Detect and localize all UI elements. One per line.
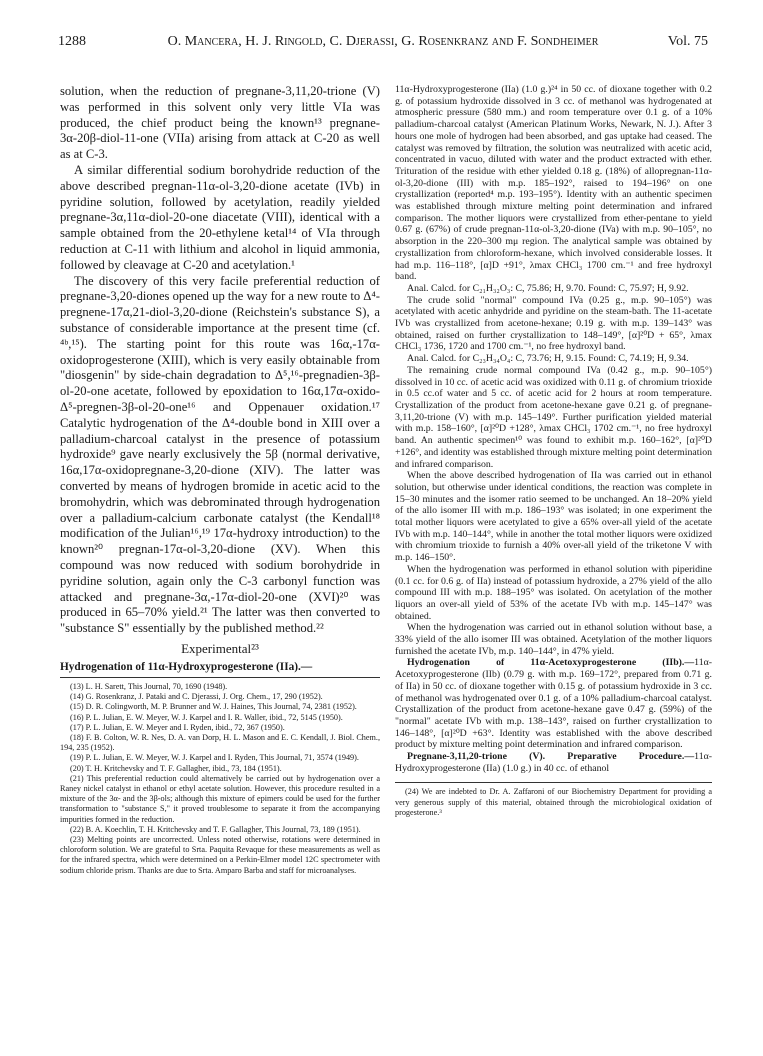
body-paragraph: solution, when the reduction of pregnane-3,11,20-trione (V) was performed in this solvent only very little VIa was produced, the chief product being the known¹³ pregnane-3α-20β-diol-11-one (VIIa) arising from attack at C-20 as well as at C-3. [60,84,380,162]
footnote: (15) D. R. Colingworth, M. P. Brunner and W. J. Haines, This Journal, 74, 2381 (1952). [70,702,357,712]
footnote-rule [395,782,712,783]
volume-label: Vol. 75 [667,34,708,49]
footnotes [60,682,380,876]
analysis-paragraph: Anal. Calcd. for C₂₃H₃₄O₄: C, 73.76; H, 9.15. Found: C, 74.19; H, 9.34. [407,353,689,365]
footnote: (22) B. A. Koechlin, T. H. Kritchevsky and T. F. Gallagher, This Journal, 73, 189 (1951). [70,824,361,834]
body-paragraph: When the hydrogenation was carried out in ethanol solution without base, a 33% yield of the allo isomer III was obtained. Acetylation of the mother liquors furnished the acetate IVb, m.p. 140–144°, in 47% yield. [395,622,712,657]
subsection-text: 11α-Hydroxyprogesterone (IIa) (1.0 g.) in 40 cc. of ethanol [395,751,712,774]
subsection-title: Hydrogenation of 11α-Acetoxyprogesterone (IIb).— [407,657,695,669]
body-paragraph: The discovery of this very facile preferential reduction of pregnane-3,20-diones opened up the way for a new route to Δ⁴-pregnene-17α,21-diol-3,20-dione (Reichstein's substance S), a substance of considerable importance at the present time (cf. ⁴ᵇ,¹⁵). The starting point for this route was 16α,-17α-oxidoprogesterone (XIII), which is very easily obtainable from "diosgenin" by side-chain degradation to Δ⁵,¹⁶-pregnadien-3β-ol-20-one acetate, followed by epoxidation to 16α,17α-oxido-Δ⁵-pregnen-3β-ol-20-one¹⁶ and Oppenauer oxidation.¹⁷ Catalytic hydrogenation of the Δ⁴-double bond in XIII over a palladium-charcoal catalyst in the presence of potassium hydroxide⁹ gave nearly exclusively the 5β (normal derivative, 16α,17α-oxidopregnane-3,20-dione (XIV). The latter was converted by means of hydrogen bromide in acetic acid to the bromohydrin, which was debrominated through hydrogenation over a palladium-calcium carbonate catalyst (the Kendall¹⁸ modification of the Julian¹⁶,¹⁹ 17α-hydroxy introduction) to the known²⁰ pregnan-17α-ol-3,20-dione (XV). When this compound was now reduced with sodium borohydride in pyridine solution, again only the C-3 carbonyl function was attacked and pregnane-3α,-17α-diol-20-one (XVI)²⁰ was produced in 65–70% yield.²¹ The latter was then converted to "substance S" essentially by the published method.²² [60,273,380,636]
body-paragraph: When the hydrogenation was performed in ethanol solution with piperidine (0.1 cc. for 0.6 g. of IIa) instead of potassium hydroxide, a 27% yield of the allo compound III with m.p. 188–195° was isolated. On acetylation of the mother liquors an over-all yield of 53% of the acetate IVb with m.p. 145–147° was obtained. [395,563,712,622]
page-number: 1288 [58,34,86,49]
body-paragraph: The remaining crude normal compound IVa (0.42 g., m.p. 90–105°) dissolved in 10 cc. of acetic acid was oxidized with 0.11 g. of chromium trioxide in 0.5 cc.of water and 5 cc. of acetic acid for 2 hours at room temperature. Crystallization of the product from acetone-hexane gave 0.21 g. of pregnane-3,11,20-trione (V) with m.p. 145–149°. Further purification yielded material with m.p. 158–160°, [α]²⁰D +128°, λmax CHCl₃ 1702 cm.⁻¹, no free hydroxyl band. An authentic specimen¹⁰ was found to exhibit m.p. 160–162°, [α]²⁰D +126°, and identity was established through mixture melting point determination and infrared comparison. [395,364,712,470]
body-paragraph: When the above described hydrogenation of IIa was carried out in ethanol solution, but otherwise under identical conditions, the reaction was complete in 15–30 minutes and the isomer ratio seemed to be unchanged. An 18–20% yield of the allo isomer III with m.p. 186–193° was isolated; in one experiment the total mother liquors were acetylated to give a 65% over-all yield of the acetate IVb with m.p. 140–144°, while in another the total mother liquors were oxidized with chromium trioxide to furnish a 40% over-all yield of the triketone V with m.p. 146–150°. [395,470,712,564]
right-body [395,84,712,774]
footnotes [395,787,712,818]
body-paragraph: 11α-Hydroxyprogesterone (IIa) (1.0 g.)²⁴ in 50 cc. of dioxane together with 0.2 g. of potassium hydroxide dissolved in 3 cc. of methanol was hydrogenated at atmospheric pressure (580 mm.) and room temperature over 0.1 g. of a 10% palladium-charcoal catalyst (American Platinum Works, Newark, N. J.). After 3 hours one mole of hydrogen had been absorbed, and gas uptake had ceased. The catalyst was removed by filtration, the solution was neutralized with acetic acid, concentrated in vacuo, diluted with water and the product extracted with ether. Trituration of the residue with ether yielded 0.18 g. (18%) of allopregnan-11α-ol-3,20-dione (III) with m.p. 185–192°, raised to 194–196° on one crystallization (reported⁴ m.p. 193–195°). Identity with an authentic specimen was established through mixture melting point determination and infrared comparison. The mother liquors were crystallized from ether-pentane to yield 0.67 g. (67%) of crude pregnan-11α-ol-3,20-dione (IVa) with m.p. 90–105°, no absorption in the 220–300 mμ region. The analytical sample was obtained by crystallization from chloroform-hexane, which involved considerable losses. It had m.p. 116–118°, [α]D +91°, λmax CHCl₃ 1700 cm.⁻¹ and free hydroxyl band. [395,84,712,283]
experimental-heading: Experimental²³ [181,640,259,656]
footnote: (16) P. L. Julian, E. W. Meyer, W. J. Karpel and I. R. Waller, ibid., 72, 5145 (1950). [70,712,343,722]
footnote-rule [60,677,380,678]
footnote: (18) F. B. Colton, W. R. Nes, D. A. van Dorp, H. L. Mason and E. C. Kendall, J. Biol. Chem., 194, 235 (1952). [60,732,380,753]
running-authors: O. Mancera, H. J. Ringold, C. Djerassi, G. Rosenkranz and F. Sondheimer [167,34,599,49]
subsection-paragraph [395,657,712,751]
analysis-paragraph: Anal. Calcd. for C₂₁H₃₂O₃: C, 75.86; H, 9.70. Found: C, 75.97; H, 9.92. [407,282,689,294]
subsection-text: 11α-Acetoxyprogesterone (IIb) (0.79 g. with m.p. 169–172°, prepared from 0.71 g. of IIa) in 50 cc. of dioxane together with 0.15 g. of potassium hydroxide in 3 cc. of methanol was hydrogenated over 0.1 g. of a 10% palladium-charcoal catalyst. Crystallization of the product from acetone-hexane gave 0.47 g. (59%) of the "normal" acetate IVb with m.p. 138–143°, raised on further crystallization to 146–148°, [α]²⁰D +63°. Identity was established with the above described product by mixture melting point determination and infrared comparison. [395,657,712,751]
left-column [60,84,380,876]
footnote: (13) L. H. Sarett, This Journal, 70, 1690 (1948). [70,681,228,691]
footnote: (21) This preferential reduction could alternatively be carried out by hydrogenation over a Raney nickel catalyst in ethanol or ethyl acetate solution. However, this procedure resulted in a mixture of the 3α- and the 3β-ols; although this mixture of epimers could be used for the further transformation to "substance S," it proved troublesome to separate it from the accompanying impurities formed in the reduction. [60,773,380,824]
page-header [58,34,708,54]
footnote: (24) We are indebted to Dr. A. Zaffaroni of our Biochemistry Department for providing a very generous supply of this material, obtained through the microbiological oxidation of progesterone.³ [395,787,712,817]
footnote: (20) T. H. Kritchevsky and T. F. Gallagher, ibid., 73, 184 (1951). [70,763,282,773]
subsection-title: Pregnane-3,11,20-trione (V). Preparative Procedure.— [407,751,695,763]
left-body [60,84,380,637]
body-paragraph: The crude solid "normal" compound IVa (0.25 g., m.p. 90–105°) was acetylated with acetic anhydride and pyridine on the steam-bath. The 11-acetate IVb was crystallized from acetone-hexane; 0.19 g. with m.p. 139–143° was obtained, raised on further crystallization to 148–149°, [α]²⁰D + 65°, λmax CHCl₃ 1736, 1720 and 1700 cm.⁻¹, no free hydroxyl band. [395,294,712,353]
subsection-heading [60,660,380,674]
body-paragraph: A similar differential sodium borohydride reduction of the above described pregnan-11α-ol-3,20-dione acetate (IVb) in pyridine solution, followed by acetylation, readily yielded pregnane-3α,11α-diol-20-one diacetate (VIII), identical with a sample obtained from the 20-ethylene ketal¹⁴ of VIa through reduction at C-11 with lithium and alcohol in liquid ammonia, followed by cleavage at C-20 and acetylation.¹ [60,162,380,272]
footnote: (23) Melting points are uncorrected. Unless noted otherwise, rotations were determined in chloroform solution. We are grateful to Srta. Paquita Revaque for these measurements as well as for the infrared spectra, which were determined on a Perkin-Elmer model 12C spectrometer with sodium chloride prism. Thanks are due to Srta. Amparo Barba and staff for microanalyses. [60,834,380,875]
footnote: (19) P. L. Julian, E. W. Meyer, W. J. Karpel and I. Ryden, This Journal, 71, 3574 (1949). [70,753,359,763]
footnote: (14) G. Rosenkranz, J. Pataki and C. Djerassi, J. Org. Chem., 17, 290 (1952). [70,692,323,702]
right-column [395,84,712,818]
subsection-title: Hydrogenation of 11α-Hydroxyprogesterone (IIa).— [60,660,313,673]
subsection-paragraph [395,751,712,774]
footnote: (17) P. L. Julian, E. W. Meyer and I. Ryden, ibid., 72, 367 (1950). [70,722,285,732]
